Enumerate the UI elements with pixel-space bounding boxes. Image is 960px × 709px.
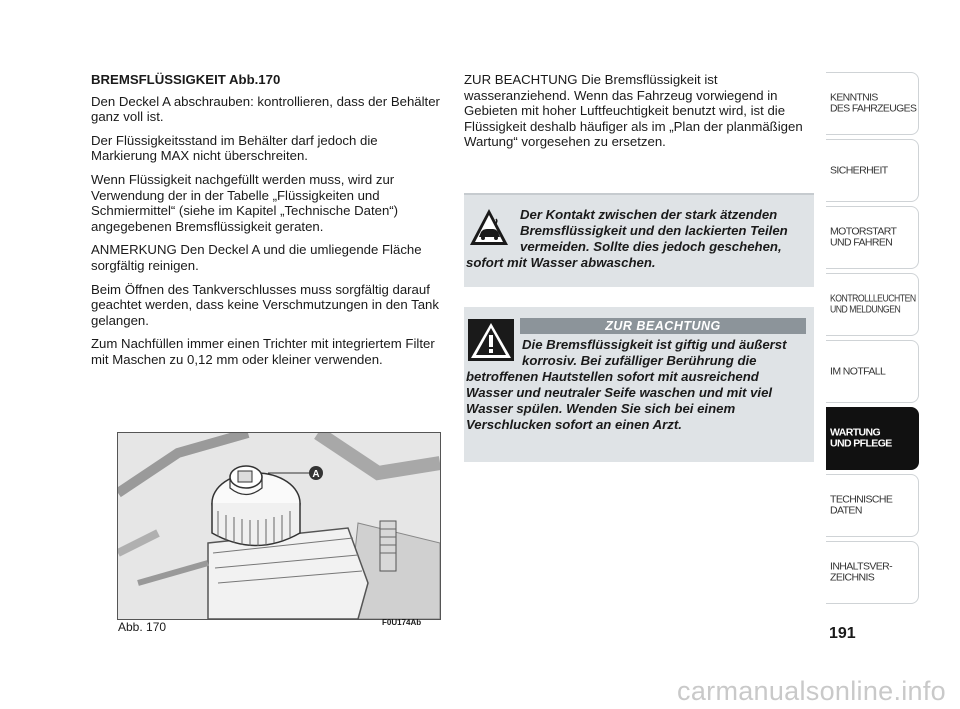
figure-code: F0U174Ab bbox=[382, 618, 422, 627]
warning-banner: ZUR BEACHTUNG bbox=[520, 318, 806, 334]
callout-marker-a: A bbox=[312, 469, 320, 480]
tab-label: KONTROLLLEUCHTEN UND MELDUNGEN bbox=[830, 292, 916, 316]
paragraph: Den Deckel A abschrauben: kontrollieren, dass der Behälter ganz voll ist. bbox=[91, 93, 440, 125]
section-heading: BREMSFLÜSSIGKEIT Abb.170 bbox=[91, 72, 281, 87]
tab-label: TECHNISCHE DATEN bbox=[830, 493, 893, 517]
paragraph: Wenn Flüssigkeit nachgefüllt werden muss, wird zur Verwendung der in der Tabelle „Flüssigkeiten und Schmiermittel“ (siehe im Kapitel „Technische Daten“) angegebenen Bremsflüssigkeit geraten. bbox=[91, 171, 399, 234]
toxic-warning-text-content: Die Bremsflüssigkeit ist giftig und äußerst korrosiv. Bei zufälliger Berührung die betroffenen Hautstellen sofort mit ausreichend Wasser und neutraler Seife waschen und mit viel Wasser spülen. Wenden Sie sich bei einem Verschlucken sofort an einen Arzt. bbox=[466, 337, 787, 432]
note-paragraph: ZUR BEACHTUNG Die Bremsflüssigkeit ist wasseranziehend. Wenn das Fahrzeug vorwiegend in Gebieten mit hoher Luftfeuchtigkeit benutzt wird, ist die Flüssigkeit deshalb häufiger als im „Plan der planmäßigen Wartung“ vorgesehen zu ersetzen. bbox=[464, 72, 803, 150]
paragraph: Zum Nachfüllen immer einen Trichter mit integriertem Filter mit Maschen zu 0,12 mm oder kleiner verwenden. bbox=[91, 336, 435, 367]
tab-kenntnis-des-fahrzeuges[interactable] bbox=[826, 72, 919, 135]
figure-caption: Abb. 170 bbox=[118, 620, 167, 634]
tab-motorstart-und-fahren[interactable] bbox=[826, 206, 919, 269]
tab-label: IM NOTFALL bbox=[830, 364, 886, 377]
paint-warning-text bbox=[466, 207, 808, 271]
tab-inhaltsverzeichnis[interactable] bbox=[826, 541, 919, 604]
tab-im-notfall[interactable] bbox=[826, 340, 919, 403]
paint-warning-box bbox=[464, 193, 814, 287]
toxic-warning-text bbox=[466, 337, 808, 433]
tab-technische-daten[interactable] bbox=[826, 474, 919, 537]
tab-label: WARTUNG UND PFLEGE bbox=[830, 426, 892, 450]
page-number: 191 bbox=[829, 625, 856, 642]
tab-label: SICHERHEIT bbox=[830, 163, 888, 176]
tab-label: KENNTNIS DES FAHRZEUGES bbox=[830, 91, 917, 115]
paragraph: Beim Öffnen des Tankverschlusses muss sorgfältig darauf geachtet werden, dass keine Verschmutzungen in den Tank gelangen. bbox=[91, 281, 439, 328]
paint-warning-text-content: Der Kontakt zwischen der stark ätzenden Bremsflüssigkeit und den lackierten Teilen vermeiden. Sollte dies jedoch geschehen, sofort mit Wasser abwaschen. bbox=[466, 207, 788, 270]
tab-sicherheit[interactable] bbox=[826, 139, 919, 202]
left-column bbox=[91, 72, 443, 376]
paragraph: ANMERKUNG Den Deckel A und die umliegende Fläche sorgfältig reinigen. bbox=[91, 242, 422, 273]
toxic-warning-box bbox=[464, 307, 814, 462]
watermark: carmanualsonline.info bbox=[677, 676, 946, 706]
brake-fluid-reservoir-illustration bbox=[117, 432, 441, 620]
tab-label: INHALTSVER- ZEICHNIS bbox=[830, 560, 893, 584]
paragraph: Der Flüssigkeitsstand im Behälter darf jedoch die Markierung MAX nicht überschreiten. bbox=[91, 132, 378, 164]
tab-wartung-und-pflege[interactable] bbox=[826, 407, 919, 470]
reservoir-drawing bbox=[118, 433, 440, 619]
chapter-tabs bbox=[826, 72, 919, 608]
tab-kontrollleuchten-und-meldungen[interactable] bbox=[826, 273, 919, 336]
tab-label: MOTORSTART UND FAHREN bbox=[830, 225, 897, 249]
